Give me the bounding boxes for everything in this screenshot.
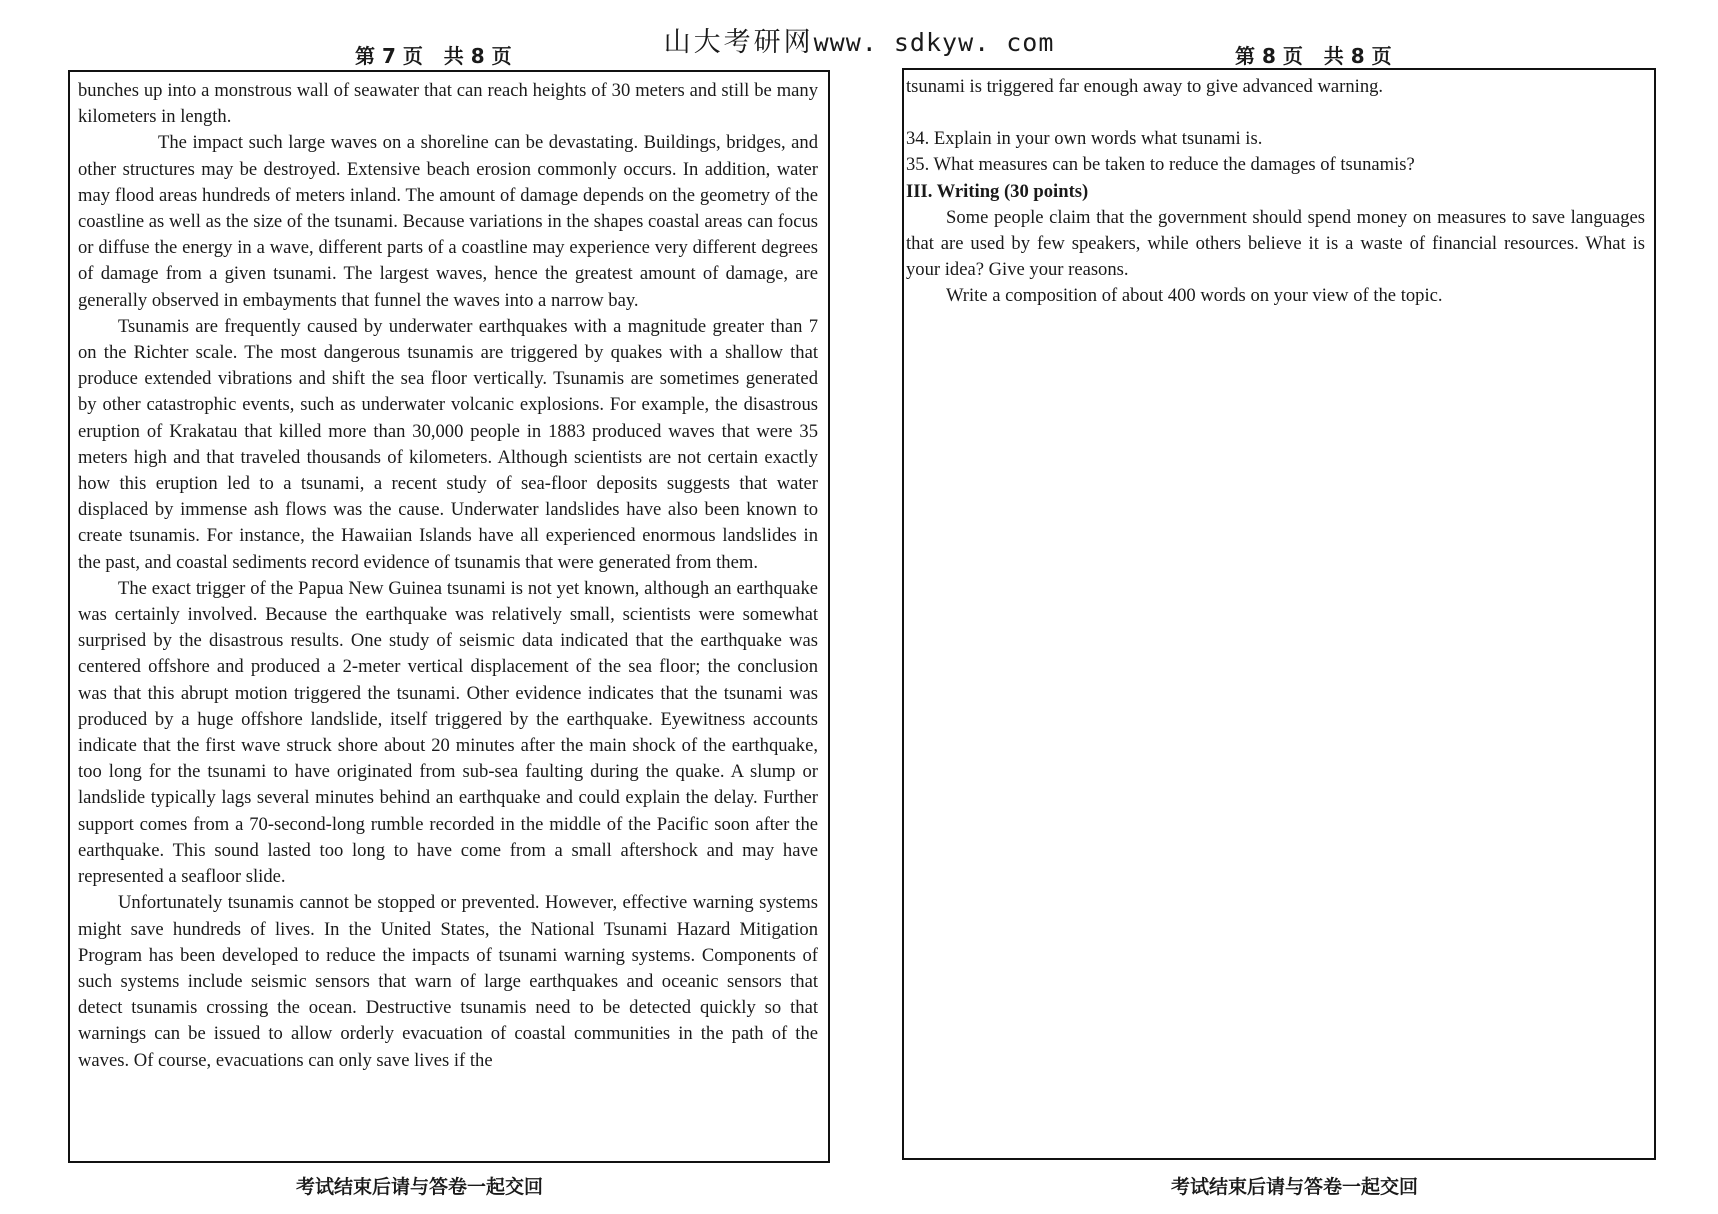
site-name: 山大考研网 <box>663 27 814 58</box>
question-35: 35. What measures can be taken to reduce the damages of tsunamis? <box>906 154 1415 176</box>
writing-section-heading: III. Writing (30 points) <box>906 180 1089 202</box>
continuation-line: tsunami is triggered far enough away to give advanced warning. <box>906 76 1384 97</box>
writing-instruction: Write a composition of about 400 words on your view of the topic. <box>946 285 1443 307</box>
spacer <box>904 100 1645 126</box>
right-page-number: 第 8 页 共 8 页 <box>1235 44 1392 68</box>
left-footer-note: 考试结束后请与答卷一起交回 <box>296 1176 544 1198</box>
site-url: www. sdkyw. com <box>813 28 1055 57</box>
left-page-text-box <box>68 70 830 1163</box>
right-page-text-box <box>902 68 1656 1160</box>
site-header <box>0 20 1718 59</box>
question-34: 34. Explain in your own words what tsunami is. <box>906 128 1263 150</box>
left-paragraph-4: The exact trigger of the Papua New Guinea tsunami is not yet known, although an earthquake was certainly involved. Because the earthquake was relatively small, scientists were somewhat surprised by the disastrous results. One study of seismic data indicated that the earthquake was centered offshore and produced a 2-meter vertical displacement of the sea floor; the conclusion was that this abrupt motion triggered the tsunami. Other evidence indicates that the tsunami was produced by a huge offshore landslide, itself triggered by the earthquake. Eyewitness accounts indicate that the first wave struck shore about 20 minutes after the main shock of the earthquake, too long for the tsunami to have originated from sub-sea faulting during the quake. A slump or landslide typically lags several minutes behind an earthquake and could explain the delay. Further support comes from a 70-second-long rumble recorded in the middle of the Pacific soon after the earthquake. This sound lasted too long to have come from a small aftershock and may have represented a seafloor slide. <box>78 577 818 888</box>
writing-prompt: Some people claim that the government should spend money on measures to save languages that are used by few speakers, while others believe it is a waste of financial resources. What is your idea? Give your reasons. <box>906 206 1645 281</box>
right-footer-note: 考试结束后请与答卷一起交回 <box>1171 1176 1419 1198</box>
left-paragraph-2: The impact such large waves on a shoreline can be devastating. Buildings, bridges, and other structures may be destroyed. Extensive beach erosion commonly occurs. In addition, water may flood areas hundreds of meters inland. The amount of damage depends on the geometry of the coastline as well as the size of the tsunami. Because variations in the shapes coastal areas can focus or diffuse the energy in a wave, different parts of a coastline may experience very different degrees of damage from a given tsunami. The largest waves, hence the greatest amount of damage, are generally observed in embayments that funnel the waves into a narrow bay. <box>78 132 818 311</box>
left-page-number: 第 7 页 共 8 页 <box>355 44 512 68</box>
left-paragraph-5: Unfortunately tsunamis cannot be stopped or prevented. However, effective warning systems might save hundreds of lives. In the United States, the National Tsunami Hazard Mitigation Program has been developed to reduce the impacts of tsunami warning systems. Components of such systems include seismic sensors that warn of large earthquakes and oceanic sensors that detect tsunamis crossing the ocean. Destructive tsunamis need to be detected quickly so that warnings can be issued to allow orderly evacuation of coastal communities in the path of the waves. Of course, evacuations can only save lives if the <box>78 892 818 1071</box>
left-paragraph-1: bunches up into a monstrous wall of seawater that can reach heights of 30 meters and still be many kilometers in length. <box>78 80 818 128</box>
left-paragraph-3: Tsunamis are frequently caused by underwater earthquakes with a magnitude greater than 7 on the Richter scale. The most dangerous tsunamis are triggered by quakes with a shallow that produce extended vibrations and shift the sea floor vertically. Tsunamis are sometimes generated by other catastrophic events, such as underwater volcanic explosions. For example, the disastrous eruption of Krakatau that killed more than 30,000 people in 1883 produced waves that were 35 meters high and that traveled thousands of kilometers. Although scientists are not certain exactly how this eruption led to a tsunami, a recent study of sea-floor deposits suggests that water displaced by immense ash flows was the cause. Underwater landslides have also been known to create tsunamis. For instance, the Hawaiian Islands have all experienced enormous landslides in the past, and coastal sediments record evidence of tsunamis that were generated from them. <box>78 315 818 573</box>
